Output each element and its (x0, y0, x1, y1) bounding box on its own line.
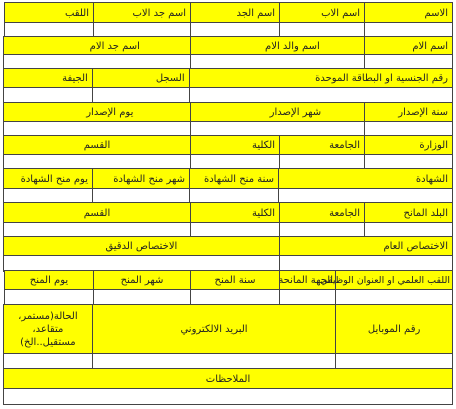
label-specific-specialization: الاختصاص الدقيق (3, 236, 280, 257)
label-general-specialization: الاختصاص العام (279, 236, 453, 257)
label-granting-country: البلد المانح (364, 202, 453, 224)
label-page: الجيفة (3, 68, 93, 89)
label-mother-name: اسم الام (364, 36, 453, 56)
names-label-row (4, 3, 453, 24)
label-department: القسم (3, 135, 191, 156)
label-father-name: اسم الاب (279, 2, 365, 24)
label-notes: الملاحظات (3, 368, 453, 390)
label-department-2: القسم (3, 202, 191, 224)
label-certificate-month: شهر منح الشهادة (92, 168, 190, 190)
label-issue-day: يوم الإصدار (3, 102, 191, 123)
label-register: السجل (92, 68, 190, 89)
notes-field[interactable] (3, 388, 453, 405)
label-status: الحالة(مستمر، متقاعد، مستقيل..الخ) (3, 304, 93, 354)
label-mobile: رقم الموبايل (335, 304, 453, 354)
label-mother-grandfather-name: اسم جد الام (3, 36, 191, 56)
ministry-label-row (4, 136, 453, 156)
label-mother-father-name: اسم والد الام (190, 36, 366, 56)
label-certificate: الشهادة (278, 168, 453, 190)
notes-value-row (4, 389, 453, 405)
label-college-2: الكلية (190, 202, 280, 224)
label-grant-day: يوم المنح (4, 270, 94, 291)
label-academic-title: اللقب العلمي او العنوان الوظيفي (335, 270, 453, 291)
label-national-id: رقم الجنسية او البطاقة الموحدة (189, 68, 453, 89)
label-surname: اللقب (4, 2, 94, 24)
label-certificate-year: سنة منح الشهادة (189, 168, 279, 190)
label-university: الجامعة (279, 135, 365, 156)
label-certificate-day: يوم منح الشهادة (3, 168, 93, 190)
label-issue-month: شهر الإصدار (190, 102, 366, 123)
issue-date-label-row (4, 103, 453, 123)
label-grant-year: سنة المنح (190, 270, 280, 291)
id-label-row (4, 69, 453, 89)
contact-label-row (4, 305, 453, 355)
label-college: الكلية (190, 135, 280, 156)
specialization-label-row (4, 237, 453, 257)
title-label-row (4, 271, 453, 291)
label-father-grandfather-name: اسم جد الاب (93, 2, 191, 24)
label-name: الاسم (364, 2, 453, 24)
label-grant-month: شهر المنح (93, 270, 191, 291)
certificate-label-row (4, 169, 453, 190)
label-grandfather-name: اسم الجد (190, 2, 280, 24)
label-university-2: الجامعة (279, 202, 365, 224)
label-email: البريد الالكتروني (92, 304, 336, 354)
label-ministry: الوزارة (364, 135, 453, 156)
label-granting-body: الجهة المانحة (279, 270, 336, 291)
notes-label-row (4, 369, 453, 390)
granting-country-label-row (4, 203, 453, 224)
label-issue-year: سنة الإصدار (364, 102, 453, 123)
